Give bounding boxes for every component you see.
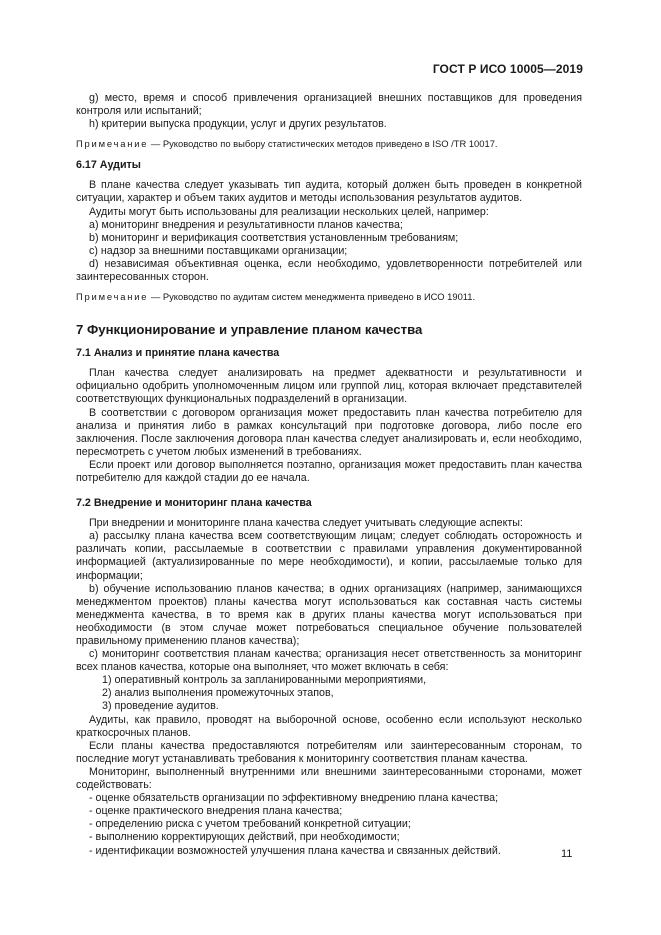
section-heading-7: 7 Функционирование и управление планом качества	[76, 322, 423, 338]
paragraph: Если планы качества предоставляются потребителям или заинтересованным сторонам, то последние могут устанавливать требования к мониторингу соответствия планам качества.	[76, 739, 582, 765]
note	[76, 138, 582, 150]
note	[76, 291, 582, 303]
list-item: - оценке обязательств организации по эффективному внедрению плана качества;	[89, 792, 499, 805]
list-item: b) мониторинг и верификация соответствия установленным требованиям;	[89, 231, 459, 244]
sub-list-item: 2) анализ выполнения промежуточных этапов,	[102, 687, 334, 700]
paragraph: Аудиты могут быть использованы для реализации нескольких целей, например:	[89, 205, 489, 218]
paragraph: В плане качества следует указывать тип аудита, который должен быть проведен в конкретной ситуации, характер и объем таких аудитов и методы использования результатов аудитов.	[76, 179, 582, 205]
list-item: d) независимая объективная оценка, если необходимо, удовлетворенности потребителей или заинтересованных сторон.	[76, 257, 582, 284]
list-item: - оценке практического внедрения плана качества;	[89, 805, 343, 818]
list-item: - идентификации возможностей улучшения плана качества и связанных действий.	[89, 844, 501, 857]
paragraph: h) критерии выпуска продукции, услуг и других результатов.	[89, 118, 387, 131]
note-label: Примечание	[76, 291, 149, 303]
paragraph: План качества следует анализировать на предмет адекватности и результативности и официально одобрить уполномоченным лицом или группой лиц, которая включает представителей соответствующих функциональных подразделений в организации.	[76, 367, 582, 406]
list-item: b) обучение использованию планов качества; в одних организациях (например, занимающихся менеджментом проектов) планы качества могут использоваться как составная часть системы менеджмента качества, в то время как в других планы качества могут использоваться при необходимости (в этом случае может потребоваться специальное обучение пользователей правильному применению планов качества);	[76, 582, 582, 647]
list-item: a) рассылку плана качества всем соответствующим лицам; следует соблюдать осторожность и различать копии, рассылаемые в соответствии с правилами управления документированной информацией (актуализированные по мере необходимости), и копии, рассылаемые только для информации;	[76, 530, 582, 582]
section-heading-6-17: 6.17 Аудиты	[76, 159, 141, 172]
list-item: c) надзор за внешними поставщиками организации;	[89, 244, 348, 257]
sub-list-item: 3) проведение аудитов.	[102, 700, 219, 713]
list-item: a) мониторинг внедрения и результативности планов качества;	[89, 218, 403, 231]
list-item: c) мониторинг соответствия планам качества; организация несет ответственность за мониторинг всех планов качества, которые она выполняет, что может включать в себя:	[76, 648, 582, 674]
paragraph: В соответствии с договором организация может предоставить план качества потребителю для анализа и принятия либо в рамках консультаций при подготовке договора, либо после его заключения. После заключения договора план качества следует анализировать и, если необходимо, пересмотреть с учетом любых изменений в требованиях.	[76, 406, 582, 458]
section-heading-7-1: 7.1 Анализ и принятие плана качества	[76, 347, 280, 360]
page-number: 11	[561, 848, 573, 860]
document-header: ГОСТ Р ИСО 10005—2019	[432, 62, 583, 76]
list-item: - определению риска с учетом требований конкретной ситуации;	[89, 818, 411, 831]
note-text: — Руководство по аудитам систем менеджмента приведено в ИСО 19011.	[148, 291, 476, 303]
paragraph: Если проект или договор выполняется поэтапно, организация может предоставить план качества потребителю для каждой стадии до ее начала.	[76, 458, 582, 484]
note-label: Примечание	[76, 138, 149, 150]
sub-list-item: 1) оперативный контроль за запланированными мероприятиями,	[102, 674, 427, 687]
document-body	[76, 92, 582, 858]
paragraph: Мониторинг, выполненный внутренними или внешними заинтересованными сторонами, может содействовать:	[76, 765, 582, 792]
section-heading-7-2: 7.2 Внедрение и мониторинг плана качества	[76, 497, 312, 510]
paragraph: Аудиты, как правило, проводят на выборочной основе, особенно если используют несколько краткосрочных планов.	[76, 713, 582, 739]
paragraph: При внедрении и мониторинге плана качества следует учитывать следующие аспекты:	[89, 517, 523, 530]
paragraph: g) место, время и способ привлечения организацией внешних поставщиков для проведения контроля или испытаний;	[76, 92, 582, 118]
list-item: - выполнению корректирующих действий, при необходимости;	[89, 831, 400, 844]
note-text: — Руководство по выбору статистических методов приведено в ISO /TR 10017.	[148, 138, 498, 150]
